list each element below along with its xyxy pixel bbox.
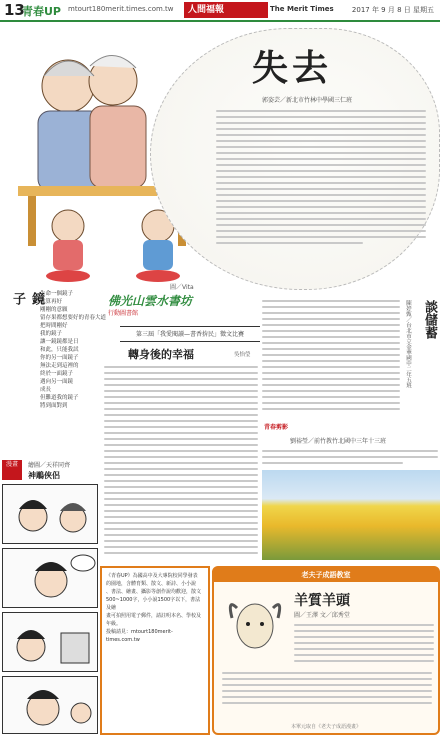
poem-line: 把時間剛好: [40, 323, 68, 329]
photo-caption: [262, 450, 438, 468]
page-number: 13: [4, 1, 25, 19]
poem-line: 遇向另一面鏡: [40, 379, 74, 385]
info-line: 《青春UP》為國高中及大專院校同學發表: [106, 573, 198, 579]
info-line: 、書法、繪畫、攝影等創作說均歡迎，散文: [106, 589, 202, 595]
right-column-body: [262, 300, 400, 414]
idiom-footer: 本單元取自《老夫子成語漫畫》: [290, 724, 361, 730]
poem-line: 就算再好: [40, 299, 63, 305]
bookstore-banner: [108, 290, 258, 320]
info-line: 的園地，含體育類、散文、新詩、小小說: [106, 581, 197, 587]
poem-line: 和此，只能我試: [40, 347, 79, 353]
comic-panel-3: [2, 612, 98, 672]
poem-line: 無法走到這裡的: [40, 363, 79, 369]
idiom-body: [294, 624, 434, 666]
poem-line: 但難道我的鏡子: [40, 395, 79, 401]
sheep-head-icon: [222, 588, 288, 658]
banner-subtitle: 行動圖書館: [108, 310, 139, 317]
info-line: 畫可拍照用電子郵件，請註明本名、學校及: [106, 613, 202, 619]
site-url[interactable]: mtourt180merit.times.com.tw: [68, 5, 174, 13]
right-column-title: 談儲蓄: [422, 300, 437, 339]
banner-title: 佛光山雲水書坊: [108, 294, 193, 308]
sunflower-photo: [262, 470, 440, 560]
idiom-classroom-header: 老夫子成語教室: [214, 568, 438, 582]
poem-line: 我的鏡子: [40, 331, 63, 337]
idiom-explanation: [222, 672, 432, 708]
poem-line: 你的另一面鏡子: [40, 355, 79, 361]
feature-byline: 郭姿芸／新北市竹林中學國三仁班: [262, 97, 353, 104]
poem-line: 成長: [40, 387, 52, 393]
photo-author: 劉裕瑩／前竹教竹北國中三年十三班: [290, 438, 387, 445]
idiom-title: 羊質羊頭: [294, 593, 350, 609]
poem-line: 留存果都想要好的青春大道: [40, 315, 107, 321]
article-author: 吳怡瑩: [234, 352, 251, 358]
info-line[interactable]: 投稿請見：mtourt180merit-times.com.tw: [106, 629, 173, 643]
newspaper-logo: 人間福報: [184, 2, 268, 18]
comic-panel-art: [3, 613, 98, 672]
issue-date: 2017 年 9 月 8 日 星期五: [351, 6, 434, 14]
poem-line: 終於一面鏡子: [40, 371, 74, 377]
comic-panel-art: [3, 677, 98, 734]
article-title: 轉身後的幸福: [128, 348, 194, 361]
idiom-credit: 圖／王澤 文／邱秀堂: [294, 612, 350, 619]
comic-panel-1: [2, 484, 98, 544]
section-title: 青春UP: [22, 5, 61, 18]
info-line: 500~1000字，小小說1500字以下，書法及繪: [106, 597, 201, 611]
comic-header: [2, 460, 98, 480]
newspaper-logo-en: The Merit Times: [270, 5, 334, 13]
comic-credit: 繪圖／天祥同齊: [28, 462, 71, 469]
poem: [40, 290, 107, 410]
right-column-author: 陳妤甄／台北市立金華國中二年五班: [405, 300, 411, 388]
poem-line: 讓一鏡鏡都是日: [40, 339, 79, 345]
contest-subhead-text: 第三屆「我愛閱讀—書香拚民」徵文比賽: [135, 331, 244, 338]
comic-title: 神鵰俠侶: [28, 471, 60, 480]
info-line: 年級。: [106, 621, 122, 627]
feature-body-text: [216, 110, 426, 248]
idiom-classroom-box: [212, 566, 440, 735]
poem-line: 剛剛的意願: [40, 307, 68, 313]
comic-panel-4: [2, 676, 98, 734]
masthead: [0, 0, 440, 22]
feature-title: 失去: [252, 47, 333, 89]
comic-panel-art: [3, 549, 98, 608]
poem-title: 鏡子: [10, 292, 44, 305]
poem-line: 將到面對到: [40, 403, 68, 409]
comic-panel-2: [2, 548, 98, 608]
contest-subhead: [120, 326, 260, 342]
submission-info-box: [100, 566, 210, 735]
comic-panel-art: [3, 485, 98, 544]
illustration-credit: 圖／Vita: [170, 284, 194, 291]
poem-line: 生命一個鏡子: [40, 291, 74, 297]
comic-tag: 漫畫: [2, 460, 22, 480]
article-body: [104, 366, 258, 558]
photo-section-tag: 青春剪影: [264, 424, 289, 431]
